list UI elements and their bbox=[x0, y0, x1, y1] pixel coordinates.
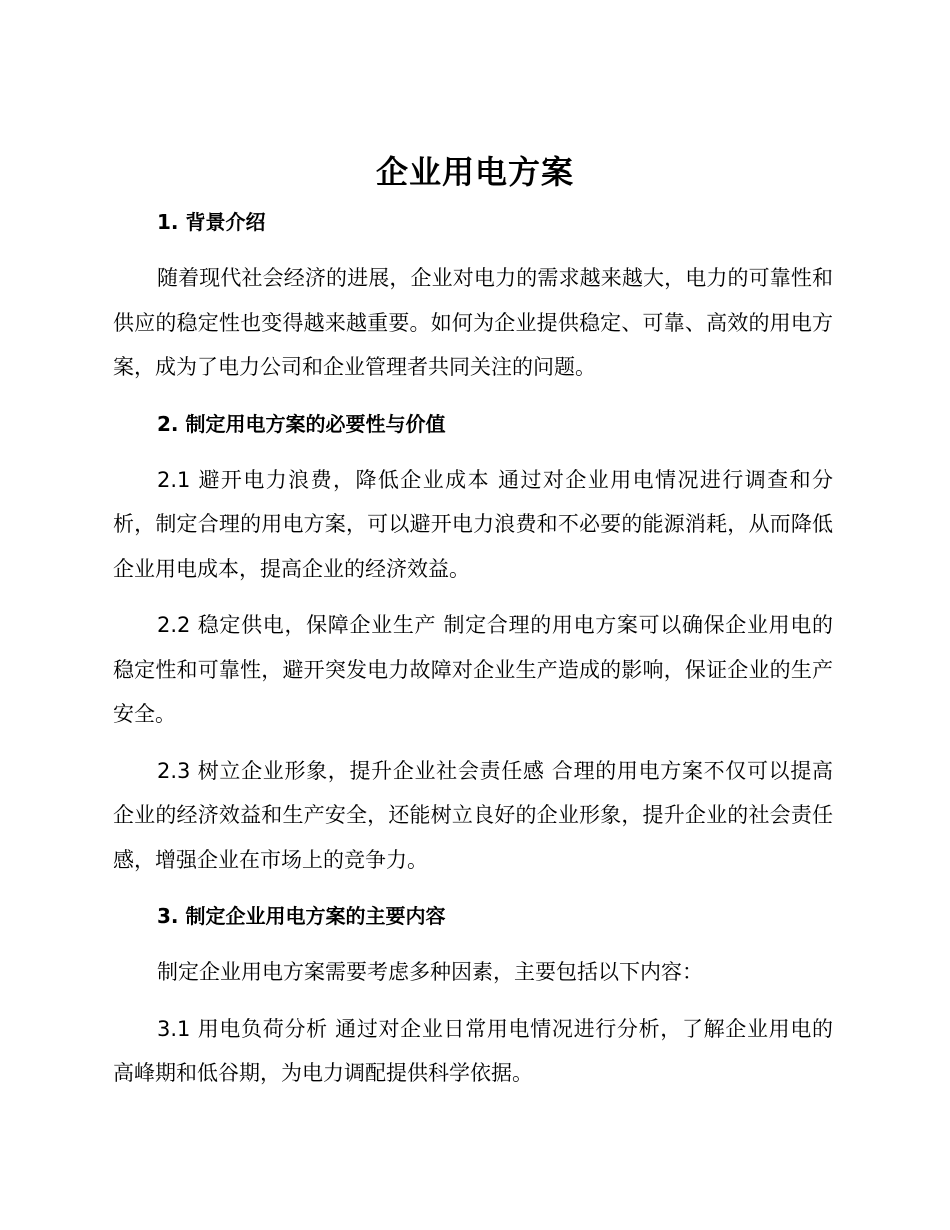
document-body bbox=[113, 200, 833, 1096]
section-heading-background: 1. 背景介绍 bbox=[157, 210, 266, 234]
paragraph-background: 随着现代社会经济的进展，企业对电力的需求越来越大，电力的可靠性和供应的稳定性也变得越来越重要。如何为企业提供稳定、可靠、高效的用电方案，成为了电力公司和企业管理者共同关注的问题。 bbox=[113, 266, 833, 379]
section-heading-main-content: 3. 制定企业用电方案的主要内容 bbox=[157, 904, 446, 928]
paragraph-3-1: 3.1 用电负荷分析 通过对企业日常用电情况进行分析，了解企业用电的高峰期和低谷期，为电力调配提供科学依据。 bbox=[113, 1016, 833, 1085]
paragraph-2-2: 2.2 稳定供电，保障企业生产 制定合理的用电方案可以确保企业用电的稳定性和可靠性，避开突发电力故障对企业生产造成的影响，保证企业的生产安全。 bbox=[113, 613, 833, 726]
paragraph-3-intro: 制定企业用电方案需要考虑多种因素，主要包括以下内容： bbox=[157, 960, 703, 984]
section-heading-necessity: 2. 制定用电方案的必要性与价值 bbox=[157, 411, 446, 436]
paragraph-2-3: 2.3 树立企业形象，提升企业社会责任感 合理的用电方案不仅可以提高企业的经济效益和生产安全，还能树立良好的企业形象，提升企业的社会责任感，增强企业在市场上的竞争力。 bbox=[113, 758, 833, 872]
paragraph-2-1: 2.1 避开电力浪费，降低企业成本 通过对企业用电情况进行调查和分析，制定合理的用电方案，可以避开电力浪费和不必要的能源消耗，从而降低企业用电成本，提高企业的经济效益。 bbox=[113, 467, 833, 581]
document-title: 企业用电方案 bbox=[375, 153, 574, 191]
